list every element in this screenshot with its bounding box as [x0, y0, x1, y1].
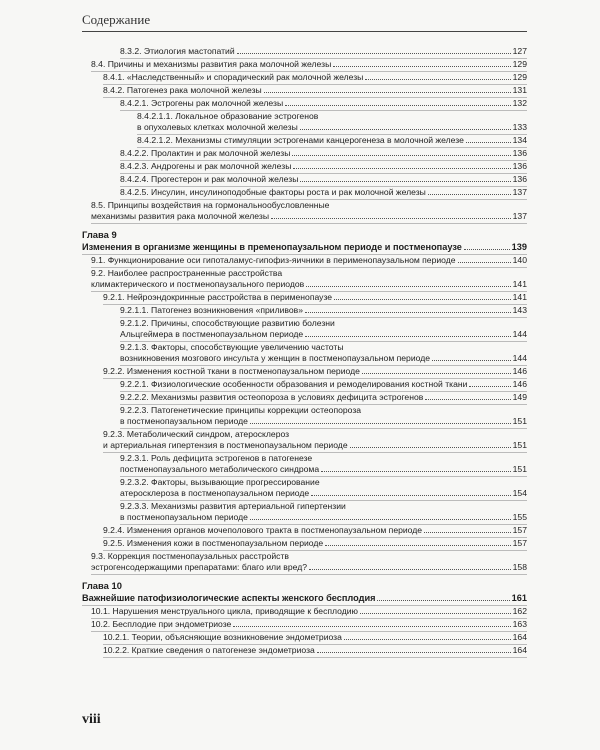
toc-entry — [82, 59, 527, 72]
toc-entry-text: 9.2.3. Метаболический синдром, атеросклероз — [103, 429, 290, 439]
dot-leader — [428, 194, 511, 195]
toc-entry — [82, 292, 527, 305]
toc-entry — [82, 619, 527, 632]
toc-entry-text: 9.2.3.1. Роль дефицита эстрогенов в патогенезе — [120, 453, 313, 463]
toc-page-number: 144 — [512, 329, 527, 339]
dot-leader — [432, 360, 511, 361]
toc-entry-text: 10.2.1. Теории, объясняющие возникновение эндометриоза — [103, 632, 342, 642]
toc-entry — [82, 379, 527, 392]
toc-page-number: 144 — [512, 353, 527, 363]
toc-entry-text: 9.2.1.2. Причины, способствующие развитию болезни — [120, 318, 335, 328]
toc-entry — [82, 551, 527, 575]
page-number: viii — [82, 712, 101, 727]
dot-leader — [285, 105, 511, 106]
toc-entry-text: 8.4.2.1.1. Локальное образование эстрогенов — [137, 111, 319, 121]
dot-leader — [425, 399, 510, 400]
toc-entry — [82, 187, 527, 200]
toc-page-number: 155 — [512, 512, 527, 522]
toc-entry-text: 8.4.2.3. Андрогены и рак молочной железы — [120, 161, 292, 171]
toc-page-number: 151 — [512, 464, 527, 474]
dot-leader — [306, 286, 510, 287]
table-of-contents — [82, 46, 527, 658]
toc-page-number: 162 — [512, 606, 527, 616]
toc-entry-text: в постменопаузальном периоде — [120, 512, 248, 522]
dot-leader — [458, 262, 511, 263]
toc-entry-text: 10.1. Нарушения менструального цикла, приводящие к бесплодию — [91, 606, 358, 616]
toc-entry-text: 9.2.5. Изменения кожи в постменопаузальном периоде — [103, 538, 324, 548]
dot-leader — [292, 155, 510, 156]
toc-entry-text: 8.5. Принципы воздействия на гормональнообусловленные — [91, 200, 330, 210]
toc-entry-text: климактерического и постменопаузального периодов — [91, 279, 305, 289]
toc-page-number: 158 — [512, 562, 527, 572]
toc-page-number: 127 — [512, 46, 527, 56]
toc-page-number: 146 — [512, 366, 527, 376]
toc-entry-text: 9.2. Наиболее распространенные расстройства — [91, 268, 283, 278]
toc-entry-text: 9.2.4. Изменения органов мочеполового тракта в постменопаузальном периоде — [103, 525, 423, 535]
toc-entry-text: 8.4.2. Патогенез рака молочной железы — [103, 85, 262, 95]
toc-page-number: 164 — [512, 632, 527, 642]
dot-leader — [305, 312, 511, 313]
toc-entry — [82, 255, 527, 268]
toc-entry — [82, 318, 527, 342]
toc-chapter — [82, 224, 527, 255]
toc-entry — [82, 429, 527, 453]
toc-chapter — [82, 575, 527, 606]
toc-page-number: 129 — [512, 59, 527, 69]
toc-entry — [82, 46, 527, 59]
toc-page-number: 161 — [511, 593, 527, 603]
toc-entry — [82, 501, 527, 525]
chapter-label: Глава 10 — [82, 580, 122, 591]
toc-entry-text: 9.2.2.3. Патогенетические принципы коррекции остеопороза — [120, 405, 362, 415]
toc-entry — [82, 98, 527, 111]
row-divider — [103, 657, 527, 658]
toc-entry-text: в опухолевых клетках молочной железы — [137, 122, 298, 132]
toc-entry-text: возникновения мозгового инсульта у женщин в постменопаузальном периоде — [120, 353, 431, 363]
toc-entry — [82, 606, 527, 619]
toc-entry — [82, 268, 527, 292]
toc-page-number: 129 — [512, 72, 527, 82]
toc-entry-text: в постменопаузальном периоде — [120, 416, 248, 426]
toc-entry-text: 8.4.2.5. Инсулин, инсулиноподобные факторы роста и рак молочной железы — [120, 187, 426, 197]
toc-page-number: 149 — [512, 392, 527, 402]
toc-entry-text: механизмы развития рака молочной железы — [91, 211, 270, 221]
toc-entry — [82, 453, 527, 477]
toc-entry-text: атеросклероза в постменопаузальном периоде — [120, 488, 310, 498]
dot-leader — [317, 652, 511, 653]
toc-page-number: 140 — [512, 255, 527, 265]
toc-entry-text: 9.2.1.3. Факторы, способствующие увеличению частоты — [120, 342, 344, 352]
dot-leader — [466, 142, 511, 143]
toc-entry — [82, 525, 527, 538]
toc-page-number: 151 — [512, 440, 527, 450]
toc-entry-text: 8.4. Причины и механизмы развития рака молочной железы — [91, 59, 332, 69]
dot-leader — [424, 532, 511, 533]
toc-entry-text: 9.2.2.1. Физиологические особенности образования и ремоделирования костной ткани — [120, 379, 468, 389]
toc-entry — [82, 645, 527, 658]
toc-entry-text: Альцгеймера в постменопаузальном периоде — [120, 329, 304, 339]
toc-entry-text: 9.1. Функционирование оси гипоталамус-гипофиз-яичники в перименопаузальном периоде — [91, 255, 456, 265]
toc-entry-text: 8.4.2.1. Эстрогены рак молочной железы — [120, 98, 284, 108]
toc-page-number: 136 — [512, 148, 527, 158]
toc-entry-text: 9.2.3.2. Факторы, вызывающие прогрессирование — [120, 477, 320, 487]
running-header-title: Содержание — [82, 12, 151, 27]
toc-entry-text: 9.2.2. Изменения костной ткани в постменопаузальном периоде — [103, 366, 360, 376]
toc-page-number: 136 — [512, 174, 527, 184]
toc-entry-text: 10.2. Бесплодие при эндометриозе — [91, 619, 232, 629]
dot-leader — [360, 613, 511, 614]
toc-entry — [82, 392, 527, 405]
toc-page-number: 164 — [512, 645, 527, 655]
toc-entry — [82, 632, 527, 645]
dot-leader — [464, 249, 510, 250]
toc-entry-text: 8.3.2. Этиология мастопатий — [120, 46, 235, 56]
toc-entry — [82, 342, 527, 366]
chapter-label: Глава 9 — [82, 229, 117, 240]
dot-leader — [250, 423, 511, 424]
toc-page-number: 137 — [512, 211, 527, 221]
toc-entry-text: эстрогенсодержащими препаратами: благо или вред? — [91, 562, 307, 572]
toc-entry-text: 9.2.2.2. Механизмы развития остеопороза в условиях дефицита эстрогенов — [120, 392, 424, 402]
dot-leader — [321, 471, 511, 472]
toc-page-number: 141 — [512, 292, 527, 302]
toc-entry-text: 10.2.2. Краткие сведения о патогенезе эндометриоза — [103, 645, 315, 655]
dot-leader — [233, 626, 510, 627]
toc-entry — [82, 405, 527, 429]
toc-entry — [82, 366, 527, 379]
toc-entry-text: 8.4.2.1.2. Механизмы стимуляции эстрогенами канцерогенеза в молочной железе — [137, 135, 464, 145]
toc-page-number: 141 — [512, 279, 527, 289]
toc-entry-text: 9.3. Коррекция постменопаузальных расстройств — [91, 551, 289, 561]
toc-entry — [82, 135, 527, 148]
toc-page-number: 133 — [512, 122, 527, 132]
dot-leader — [311, 495, 510, 496]
dot-leader — [377, 600, 509, 601]
dot-leader — [365, 79, 510, 80]
toc-entry — [82, 200, 527, 224]
dot-leader — [264, 92, 511, 93]
toc-entry-text: 9.2.3.3. Механизмы развития артериальной гипертензии — [120, 501, 346, 511]
dot-leader — [237, 53, 511, 54]
toc-entry-text: 8.4.2.4. Прогестерон и рак молочной железы — [120, 174, 299, 184]
toc-page-number: 132 — [512, 98, 527, 108]
dot-leader — [334, 299, 511, 300]
toc-entry — [82, 305, 527, 318]
toc-page-number: 134 — [512, 135, 527, 145]
toc-page-number: 157 — [512, 538, 527, 548]
chapter-title: Изменения в организме женщины в пременопаузальном периоде и постменопаузе — [82, 242, 462, 252]
toc-entry — [82, 538, 527, 551]
toc-page-number: 137 — [512, 187, 527, 197]
toc-page-number: 151 — [512, 416, 527, 426]
dot-leader — [362, 373, 511, 374]
toc-entry — [82, 148, 527, 161]
toc-entry — [82, 161, 527, 174]
toc-entry-text: 8.4.1. «Наследственный» и спорадический рак молочной железы — [103, 72, 364, 82]
toc-entry-text: 9.2.1.1. Патогенез возникновения «приливов» — [120, 305, 304, 315]
dot-leader — [293, 168, 510, 169]
toc-entry-text: постменопаузального метаболического синдрома — [120, 464, 320, 474]
toc-entry-text: 8.4.2.2. Пролактин и рак молочной железы — [120, 148, 291, 158]
dot-leader — [469, 386, 510, 387]
dot-leader — [309, 569, 511, 570]
dot-leader — [300, 129, 511, 130]
toc-page-number: 131 — [512, 85, 527, 95]
dot-leader — [350, 447, 511, 448]
dot-leader — [344, 639, 511, 640]
running-header — [82, 12, 527, 32]
toc-page-number: 139 — [511, 242, 527, 252]
toc-page-number: 157 — [512, 525, 527, 535]
toc-page-number: 136 — [512, 161, 527, 171]
toc-page-number: 143 — [512, 305, 527, 315]
toc-entry-text: и артериальная гипертензия в постменопаузальном периоде — [103, 440, 348, 450]
toc-page-number: 154 — [512, 488, 527, 498]
dot-leader — [325, 545, 510, 546]
toc-entry — [82, 477, 527, 501]
dot-leader — [305, 336, 510, 337]
dot-leader — [300, 181, 510, 182]
toc-entry — [82, 72, 527, 85]
dot-leader — [271, 218, 511, 219]
toc-entry-text: 9.2.1. Нейроэндокринные расстройства в перименопаузе — [103, 292, 333, 302]
dot-leader — [333, 66, 510, 67]
chapter-title: Важнейшие патофизиологические аспекты женского бесплодия — [82, 593, 376, 603]
toc-page-number: 163 — [512, 619, 527, 629]
dot-leader — [250, 519, 511, 520]
toc-entry — [82, 174, 527, 187]
toc-entry — [82, 111, 527, 135]
toc-entry — [82, 85, 527, 98]
toc-page-number: 146 — [512, 379, 527, 389]
